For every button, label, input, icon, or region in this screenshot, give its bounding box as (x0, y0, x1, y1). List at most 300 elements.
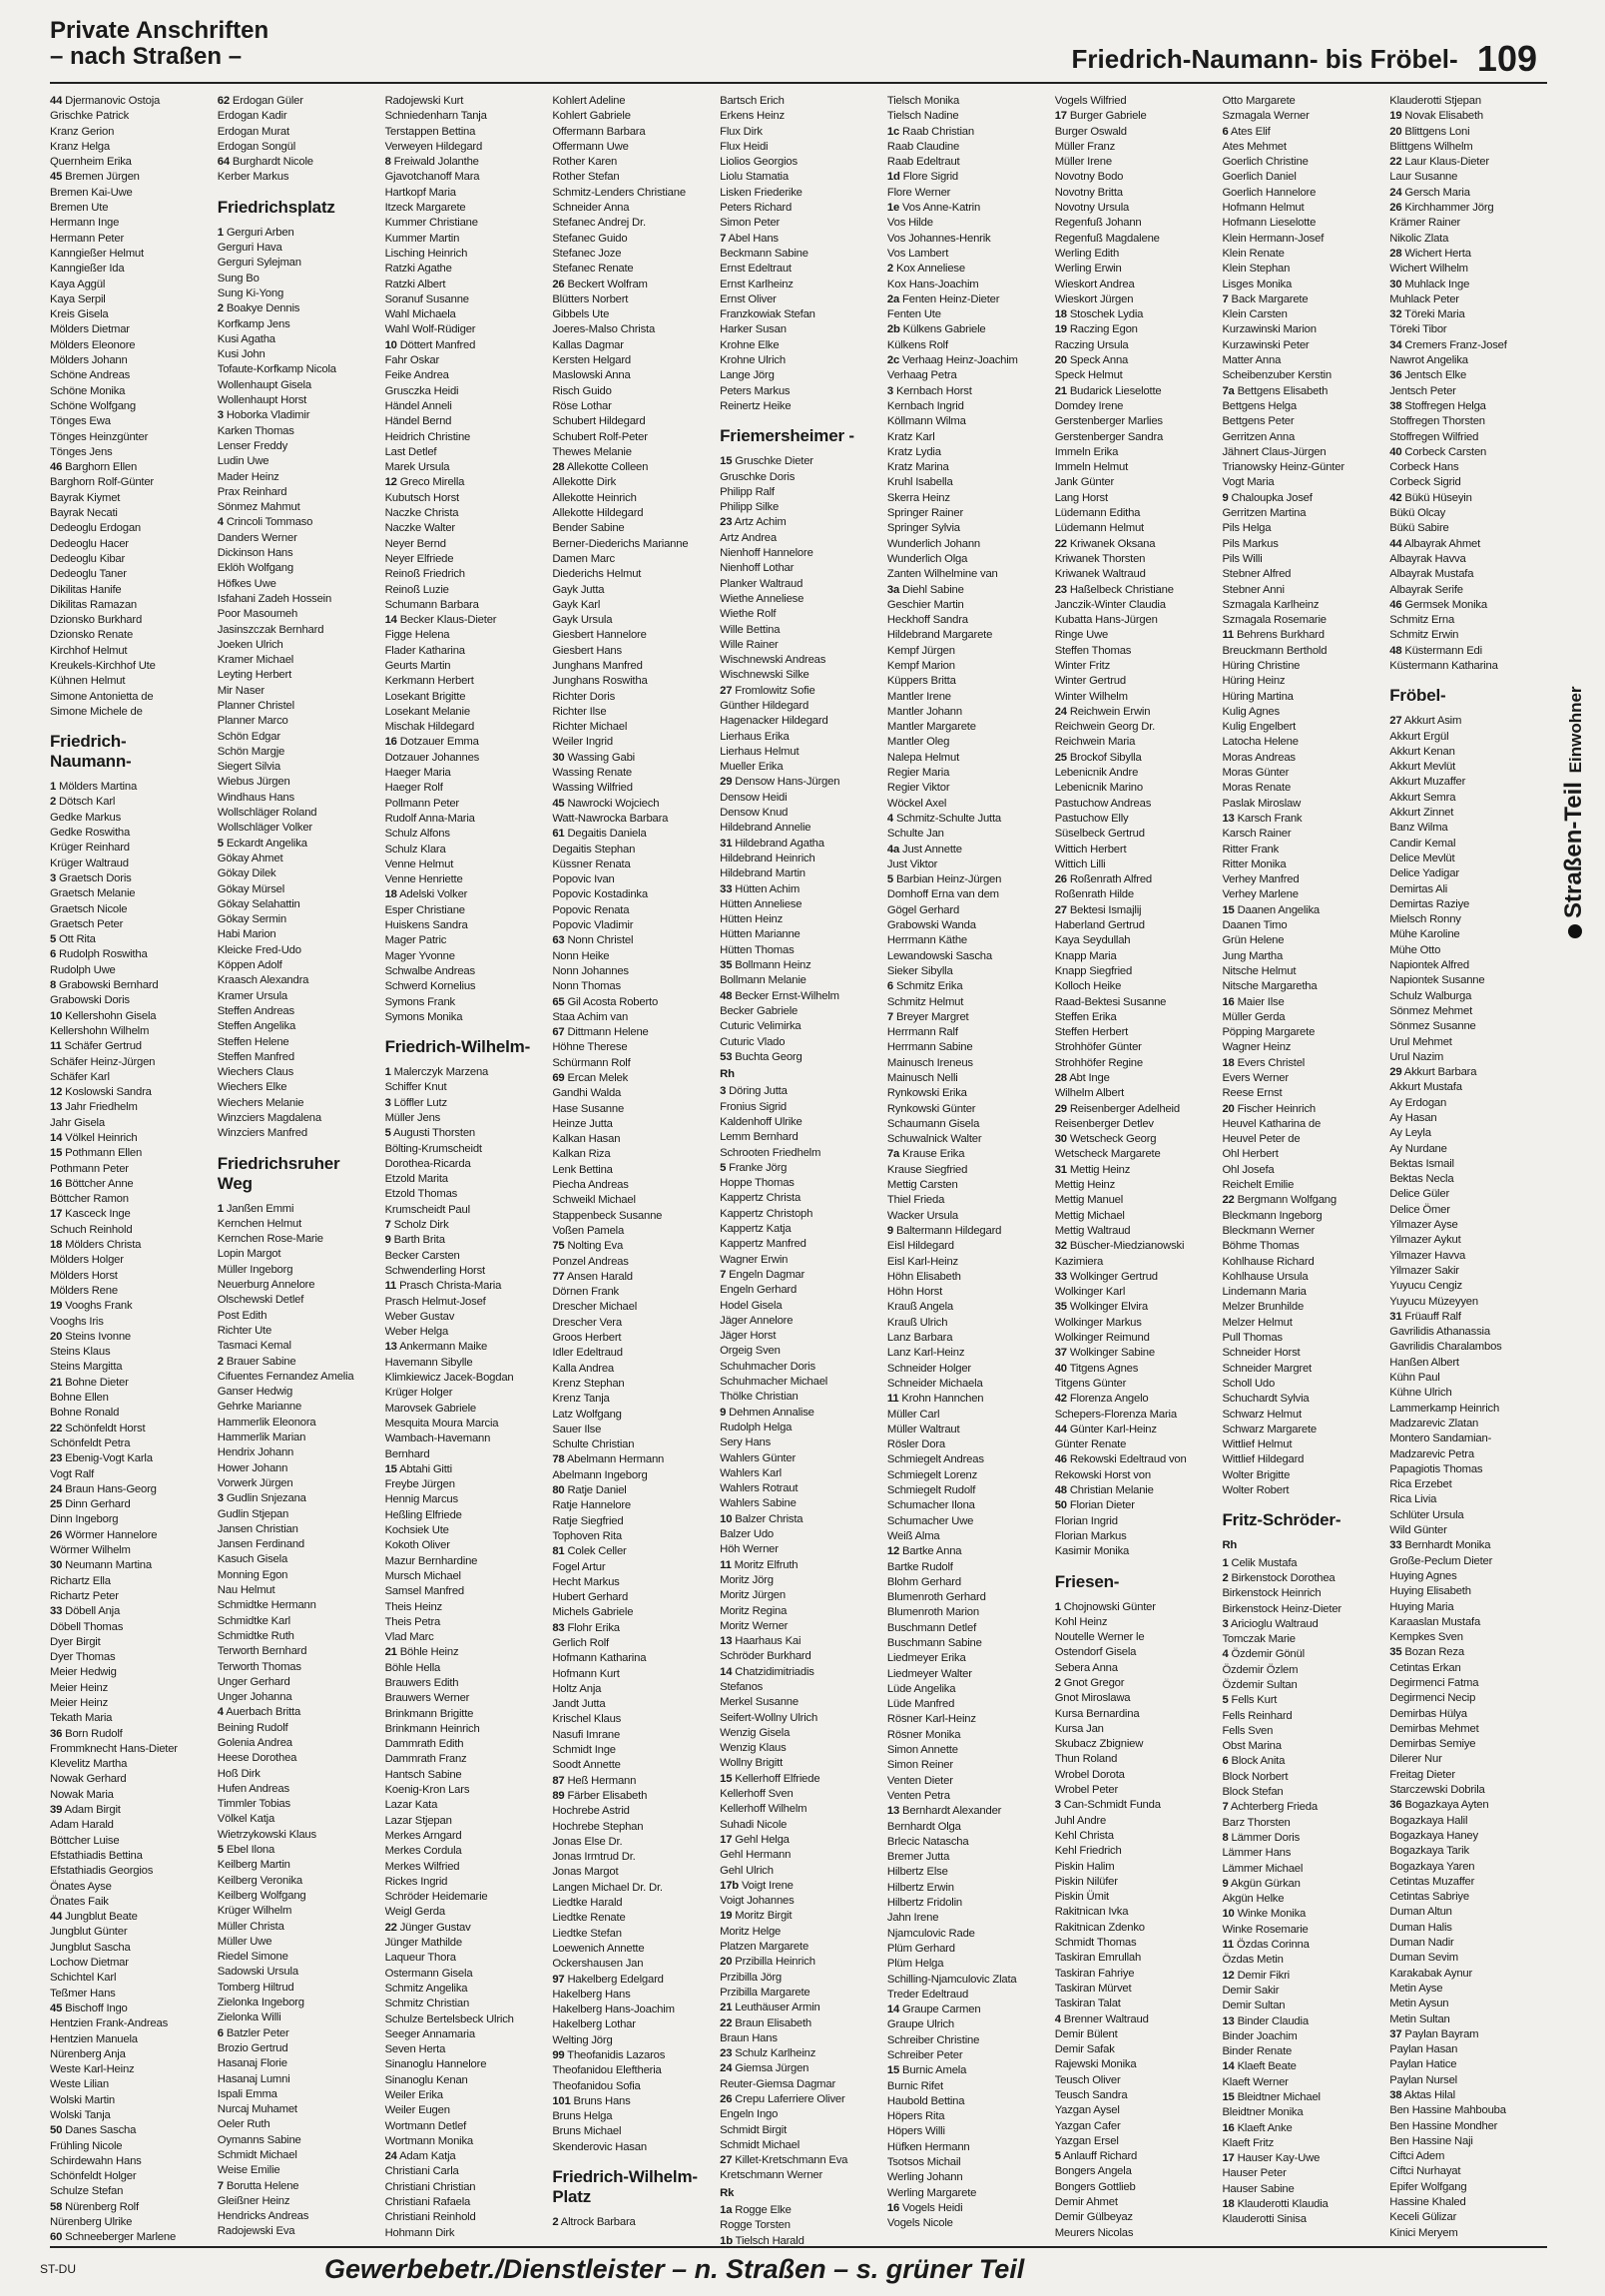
resident-entry (1055, 1468, 1213, 1483)
resident-entry (1222, 872, 1379, 887)
resident-entry (385, 1249, 543, 1264)
resident-name: Bogazkaya Tarik (1389, 1845, 1469, 1858)
resident-name: Jasinszczak Bernhard (217, 623, 324, 636)
resident-name: Kanngießer Helmut (50, 247, 144, 260)
house-number: 6 (1222, 125, 1229, 138)
resident-entry (552, 2215, 710, 2230)
directory-column-6 (887, 94, 1045, 2236)
house-number: 48 (720, 989, 733, 1002)
resident-name: Gehl Ulrich (720, 1864, 774, 1877)
resident-name: Dedeoglu Erdogan (50, 522, 142, 535)
resident-name: Gavrilidis Athanassia (1389, 1326, 1490, 1339)
house-number: 4 (1054, 2012, 1061, 2025)
resident-entry (1222, 1877, 1379, 1892)
resident-name: Wischnewski Andreas (720, 654, 826, 667)
resident-entry (1222, 1102, 1379, 1117)
resident-name: Haßelbeck Christiane (1069, 583, 1174, 596)
resident-name: Prax Reinhard (217, 485, 287, 498)
resident-entry (218, 882, 375, 897)
resident-entry (552, 552, 710, 567)
resident-name: Burger Oswald (1054, 125, 1127, 138)
resident-entry (552, 751, 710, 766)
resident-name: Yazgan Ersel (1054, 2134, 1119, 2147)
resident-name: Stebner Alfred (1222, 568, 1292, 581)
resident-name: Graetsch Melanie (50, 887, 136, 900)
resident-name: Schmidt Birgit (720, 2123, 788, 2136)
resident-name: Lebenicnik Marino (1054, 782, 1143, 795)
house-number: 28 (1054, 1072, 1067, 1084)
resident-entry (385, 1523, 543, 1538)
resident-name: Lüdemann Editha (1054, 507, 1141, 520)
resident-entry (1222, 964, 1379, 979)
resident-name: Regenfuß Johann (1054, 217, 1142, 230)
resident-name: Klein Stephan (1222, 263, 1291, 276)
resident-entry (887, 949, 1045, 964)
resident-entry (1389, 1844, 1547, 1859)
resident-name: Bayrak Kiymet (50, 491, 121, 504)
resident-entry (385, 567, 543, 582)
resident-entry (1222, 552, 1379, 567)
resident-entry (1389, 1050, 1547, 1065)
resident-entry (50, 947, 208, 962)
resident-name: Bernhardt Olga (886, 1820, 961, 1833)
resident-entry (1222, 1785, 1379, 1800)
resident-entry (50, 1925, 208, 1940)
resident-entry (1389, 1630, 1547, 1645)
resident-name: Hendricks Andreas (217, 2210, 309, 2223)
resident-entry (720, 1050, 877, 1065)
resident-entry (385, 1295, 543, 1310)
resident-name: Samsel Manfred (384, 1585, 465, 1598)
resident-entry (50, 886, 208, 901)
resident-entry (1222, 475, 1379, 490)
resident-entry (385, 1402, 543, 1417)
resident-name: Lebenicnik Andre (1054, 767, 1139, 780)
resident-entry (887, 1988, 1045, 2003)
resident-name: Höh Werner (720, 1543, 779, 1556)
resident-name: Klaeft Anke (1237, 2121, 1293, 2134)
resident-name: Döttert Manfred (399, 338, 476, 351)
resident-entry (385, 751, 543, 766)
house-number: 24 (50, 1482, 63, 1495)
house-number: 65 (552, 995, 565, 1008)
resident-name: Kox Anneliese (895, 263, 965, 276)
resident-name: Just Viktor (886, 858, 938, 870)
resident-name: Günter Karl-Heinz (1069, 1423, 1157, 1435)
resident-entry (218, 1476, 375, 1491)
resident-name: Sung Bo (217, 272, 260, 285)
resident-name: Regier Maria (886, 767, 950, 780)
resident-entry (50, 2016, 208, 2031)
resident-name: Moritz Elfruth (734, 1558, 799, 1571)
resident-entry (887, 812, 1045, 827)
resident-entry (720, 1466, 877, 1481)
resident-entry (1389, 1523, 1547, 1538)
resident-name: Grabowski Wanda (886, 919, 976, 932)
resident-entry (1389, 958, 1547, 973)
resident-entry (385, 583, 543, 598)
resident-name: Sinanoglu Kenan (384, 2073, 468, 2086)
resident-name: Özdemir Özlem (1222, 1663, 1299, 1676)
resident-name: Kühne Ulrich (1389, 1387, 1452, 1400)
house-number: 15 (886, 2064, 900, 2077)
house-number: 45 (50, 171, 63, 184)
resident-entry (1222, 94, 1379, 109)
resident-entry (1389, 384, 1547, 399)
resident-entry (1222, 1285, 1379, 1300)
resident-name: Quernheim Erika (50, 156, 132, 169)
resident-name: Schulze Bertelsbeck Ulrich (384, 2012, 514, 2025)
resident-name: Kappertz Christa (720, 1192, 802, 1205)
resident-entry (552, 2094, 710, 2109)
resident-entry (50, 2032, 208, 2047)
resident-name: Brenner Waltraud (1063, 2012, 1149, 2025)
resident-entry (1389, 247, 1547, 262)
resident-name: Wieskort Andrea (1054, 278, 1135, 290)
resident-name: Reinertz Heike (720, 399, 792, 412)
resident-entry (1055, 537, 1213, 552)
resident-entry (552, 1957, 710, 1972)
house-number: 46 (50, 461, 63, 474)
resident-entry (385, 2057, 543, 2072)
resident-entry (218, 2056, 375, 2071)
resident-entry (1055, 567, 1213, 582)
resident-name: Ratzki Albert (384, 278, 446, 290)
resident-name: Hecht Markus (552, 1575, 620, 1588)
resident-name: Junghans Roswitha (552, 675, 648, 688)
resident-name: Hüring Martina (1222, 690, 1294, 703)
resident-entry (1055, 1752, 1213, 1767)
resident-name: Schumacher Ilona (886, 1499, 975, 1512)
resident-entry (50, 1681, 208, 1696)
resident-name: Yilmazer Sakir (1389, 1264, 1459, 1277)
resident-entry (720, 384, 877, 399)
resident-name: Nonn Christel (567, 934, 634, 947)
resident-entry (887, 1651, 1045, 1666)
resident-entry (887, 1927, 1045, 1942)
resident-name: Reinoß Luzie (384, 583, 449, 596)
resident-entry (1389, 791, 1547, 806)
resident-entry (1055, 278, 1213, 292)
resident-name: Metin Ayse (1389, 1982, 1443, 1995)
resident-name: Rudolph Roswitha (59, 948, 148, 961)
resident-name: Winke Rosemarie (1222, 1923, 1309, 1936)
resident-entry (50, 1941, 208, 1956)
resident-name: Gerlich Rolf (552, 1636, 609, 1649)
resident-entry (218, 546, 375, 561)
resident-name: Schmidt Michael (720, 2138, 800, 2151)
resident-name: Unger Gerhard (217, 1675, 290, 1688)
resident-entry (1222, 1816, 1379, 1831)
resident-entry (1055, 613, 1213, 628)
resident-entry (1222, 232, 1379, 247)
resident-name: Gibbels Ute (552, 308, 610, 321)
house-number: 46 (1389, 598, 1402, 611)
house-number: 3 (720, 1085, 727, 1098)
resident-entry (552, 1147, 710, 1162)
resident-entry (1389, 1600, 1547, 1615)
resident-entry (887, 1942, 1045, 1957)
resident-entry (552, 735, 710, 750)
resident-name: Kernbach Ingrid (886, 399, 964, 412)
resident-name: Meurers Nicolas (1054, 2226, 1134, 2239)
resident-entry (552, 1575, 710, 1590)
resident-entry (887, 2048, 1045, 2063)
resident-entry (1055, 812, 1213, 827)
resident-name: Bektesi Ismajlij (1069, 903, 1142, 916)
resident-entry (218, 1721, 375, 1736)
resident-entry (1055, 491, 1213, 506)
resident-name: Mazur Bernhardine (384, 1554, 478, 1567)
resident-name: Bektas Necla (1389, 1173, 1454, 1186)
resident-name: Gerritzen Anna (1222, 430, 1296, 443)
resident-entry (1389, 2195, 1547, 2210)
resident-name: Bremen Ute (50, 202, 109, 215)
resident-name: Planker Waltraud (720, 577, 803, 590)
house-number: 11 (50, 1040, 62, 1053)
resident-name: Lierhaus Helmut (720, 745, 800, 758)
resident-name: Birkenstock Heinrich (1222, 1587, 1322, 1600)
resident-entry (385, 1875, 543, 1890)
resident-entry (218, 1858, 375, 1873)
resident-name: Lämmer Michael (1222, 1862, 1304, 1875)
resident-name: Planner Christel (217, 699, 294, 712)
resident-name: Kokoth Oliver (384, 1539, 450, 1552)
resident-entry (1055, 1514, 1213, 1529)
resident-name: Akgün Helke (1222, 1893, 1285, 1906)
resident-name: Stefanec Andrej Dr. (552, 217, 646, 230)
resident-name: Albayrak Ahmet (1403, 537, 1481, 550)
resident-entry (218, 362, 375, 377)
house-number: 7 (886, 1010, 893, 1023)
resident-name: Jäger Annelore (720, 1314, 794, 1327)
resident-name: Naczke Christa (384, 507, 459, 520)
resident-name: Schaumann Gisela (886, 1117, 980, 1130)
resident-name: Florian Dieter (1069, 1499, 1135, 1512)
resident-entry (887, 1820, 1045, 1835)
resident-entry (1389, 943, 1547, 958)
resident-name: Christiani Reinhold (384, 2211, 476, 2224)
resident-entry (1389, 1340, 1547, 1355)
resident-name: Gerguri Hava (217, 242, 282, 255)
house-number: 16 (1222, 995, 1235, 1008)
resident-name: Blittgens Loni (1404, 125, 1470, 138)
resident-entry (1055, 1982, 1213, 1997)
resident-name: Demir Gülbeyaz (1054, 2211, 1133, 2224)
resident-name: Scholz Dirk (393, 1219, 449, 1232)
resident-name: Soranuf Susanne (384, 292, 469, 305)
house-number: 26 (1389, 202, 1402, 215)
resident-entry (887, 460, 1045, 475)
resident-name: Steffen Manfred (217, 1050, 294, 1063)
resident-name: Löffler Lutz (393, 1096, 447, 1109)
resident-name: Schuwalnick Walter (886, 1133, 982, 1146)
resident-entry (720, 973, 877, 988)
resident-entry (50, 1635, 208, 1650)
resident-entry (720, 531, 877, 546)
resident-entry (720, 1084, 877, 1099)
resident-entry (1389, 475, 1547, 490)
resident-name: Chaloupka Josef (1231, 491, 1313, 504)
resident-entry (552, 1865, 710, 1880)
resident-entry (720, 714, 877, 729)
resident-entry (720, 1802, 877, 1817)
house-number: 50 (1054, 1499, 1067, 1512)
house-number: 15 (1222, 2091, 1235, 2103)
resident-entry (887, 690, 1045, 705)
resident-name: Christiani Rafaela (384, 2196, 471, 2209)
resident-entry (1055, 262, 1213, 277)
resident-entry (385, 1921, 543, 1936)
resident-name: Zielonka Ingeborg (217, 1997, 304, 2009)
resident-name: Pothmann Peter (50, 1162, 129, 1175)
resident-name: Kernbach Horst (895, 384, 972, 397)
resident-name: Schubert Hildegard (552, 415, 646, 428)
resident-name: Özdemir Sultan (1222, 1678, 1298, 1691)
resident-entry (50, 1269, 208, 1284)
house-number: 44 (50, 95, 63, 107)
resident-name: Noutelle Werner le (1054, 1631, 1145, 1644)
resident-name: Gjavotchanoff Mara (384, 171, 480, 184)
resident-entry (50, 1543, 208, 1558)
resident-name: Kappertz Christoph (720, 1207, 813, 1220)
resident-name: Krüger Reinhard (50, 842, 130, 855)
resident-name: Allekotte Hildegard (552, 507, 644, 520)
resident-name: Nienhoff Hannelore (720, 547, 813, 560)
resident-name: Barth Brita (393, 1234, 445, 1247)
resident-name: Christian Melanie (1069, 1484, 1154, 1497)
resident-entry (385, 2164, 543, 2179)
resident-name: Färber Elisabeth (567, 1789, 648, 1802)
resident-name: Heckhoff Sandra (886, 614, 968, 627)
resident-entry (385, 812, 543, 827)
resident-entry (1389, 598, 1547, 613)
resident-name: Barghorn Ellen (65, 461, 138, 474)
resident-entry (720, 1451, 877, 1466)
resident-entry (552, 812, 710, 827)
resident-entry (1222, 506, 1379, 521)
resident-name: Dammrath Franz (384, 1753, 467, 1766)
resident-name: Paylan Nursel (1389, 2073, 1457, 2086)
resident-entry (50, 1696, 208, 1711)
resident-name: Idler Edeltraud (552, 1347, 623, 1360)
resident-name: Ernst Oliver (720, 292, 777, 305)
resident-entry (552, 949, 710, 964)
resident-name: Tsotsos Michail (886, 2156, 961, 2169)
resident-name: Dilerer Nur (1389, 1753, 1442, 1766)
resident-name: Mettig Manuel (1054, 1194, 1124, 1207)
house-number: 18 (1222, 2198, 1235, 2211)
resident-name: Breuckmann Berthold (1222, 644, 1328, 657)
resident-name: Kursa Jan (1054, 1722, 1104, 1735)
resident-name: Hasanaj Lumni (217, 2072, 290, 2085)
resident-entry (552, 1789, 710, 1804)
house-number: 5 (384, 1127, 391, 1140)
house-number: 7 (720, 1268, 727, 1281)
resident-entry (218, 973, 375, 988)
resident-name: Mölders Eleonore (50, 338, 136, 351)
resident-entry (50, 1620, 208, 1635)
house-number: 1 (217, 226, 224, 239)
resident-name: Gnot Miroslawa (1054, 1692, 1131, 1705)
resident-name: Dikilitas Hanife (50, 583, 122, 596)
resident-name: Schöne Andreas (50, 369, 131, 382)
house-number: 7 (1222, 292, 1229, 305)
resident-name: Albayrak Serife (1389, 583, 1463, 596)
house-number: 1a (720, 2204, 733, 2217)
resident-name: Moras Andreas (1222, 751, 1296, 764)
resident-name: Hüring Christine (1222, 659, 1301, 672)
resident-name: Buschmann Detlef (886, 1621, 977, 1634)
resident-name: Lenk Bettina (552, 1163, 613, 1176)
bullet-icon (1568, 924, 1582, 938)
house-number: 61 (552, 828, 565, 841)
resident-name: Beckmann Sabine (720, 247, 808, 260)
resident-entry (50, 94, 208, 109)
resident-entry (720, 292, 877, 307)
resident-entry (1055, 1270, 1213, 1285)
resident-name: Schlüter Ursula (1389, 1508, 1464, 1521)
street-range-title (1072, 38, 1537, 80)
resident-entry (50, 2200, 208, 2215)
house-number: 2 (886, 263, 893, 276)
resident-entry (50, 1360, 208, 1375)
resident-name: Steffen Thomas (1054, 644, 1132, 657)
resident-entry (552, 583, 710, 598)
resident-name: Mölders Johann (50, 354, 128, 367)
resident-entry (720, 1772, 877, 1787)
resident-entry (50, 1818, 208, 1833)
resident-name: Vooghs Iris (50, 1315, 104, 1328)
resident-name: Höfkes Uwe (217, 577, 276, 590)
resident-name: Kriwanek Thorsten (1054, 552, 1146, 565)
resident-name: Köllmann Wilma (886, 415, 966, 428)
resident-entry (887, 1392, 1045, 1407)
resident-name: Merkes Cordula (384, 1845, 462, 1858)
house-number: 20 (50, 1330, 63, 1343)
resident-entry (552, 1300, 710, 1315)
resident-name: Schrooten Friedhelm (720, 1146, 821, 1159)
resident-entry (1389, 1295, 1547, 1310)
resident-name: Kramer Ursula (217, 989, 287, 1002)
resident-name: Kaya Serpil (50, 292, 106, 305)
resident-entry (385, 2226, 543, 2241)
resident-entry (1389, 2180, 1547, 2195)
resident-name: Kirchhof Helmut (50, 644, 128, 657)
resident-name: Moritz Regina (720, 1604, 788, 1617)
resident-entry (50, 537, 208, 552)
resident-entry (720, 1035, 877, 1050)
resident-name: Gandhi Walda (552, 1087, 622, 1100)
resident-entry (385, 537, 543, 552)
street-heading: Friedrich-Wilhelm-Platz (552, 2167, 698, 2207)
resident-name: Fahr Oskar (384, 354, 440, 367)
resident-name: Schulz Karlheinz (735, 2047, 816, 2060)
resident-entry (1055, 460, 1213, 475)
resident-entry (887, 1086, 1045, 1101)
resident-name: Beining Rudolf (217, 1721, 288, 1734)
resident-entry (385, 644, 543, 659)
resident-entry (1389, 1080, 1547, 1095)
house-number: 1e (886, 202, 900, 215)
resident-entry (887, 1697, 1045, 1712)
resident-entry (1055, 1346, 1213, 1361)
resident-name: Stefanos (720, 1680, 764, 1693)
resident-entry (720, 912, 877, 927)
resident-entry (887, 1804, 1045, 1819)
resident-name: Schmidtke Hermann (217, 1599, 316, 1612)
resident-name: Hofmann Kurt (552, 1667, 620, 1680)
